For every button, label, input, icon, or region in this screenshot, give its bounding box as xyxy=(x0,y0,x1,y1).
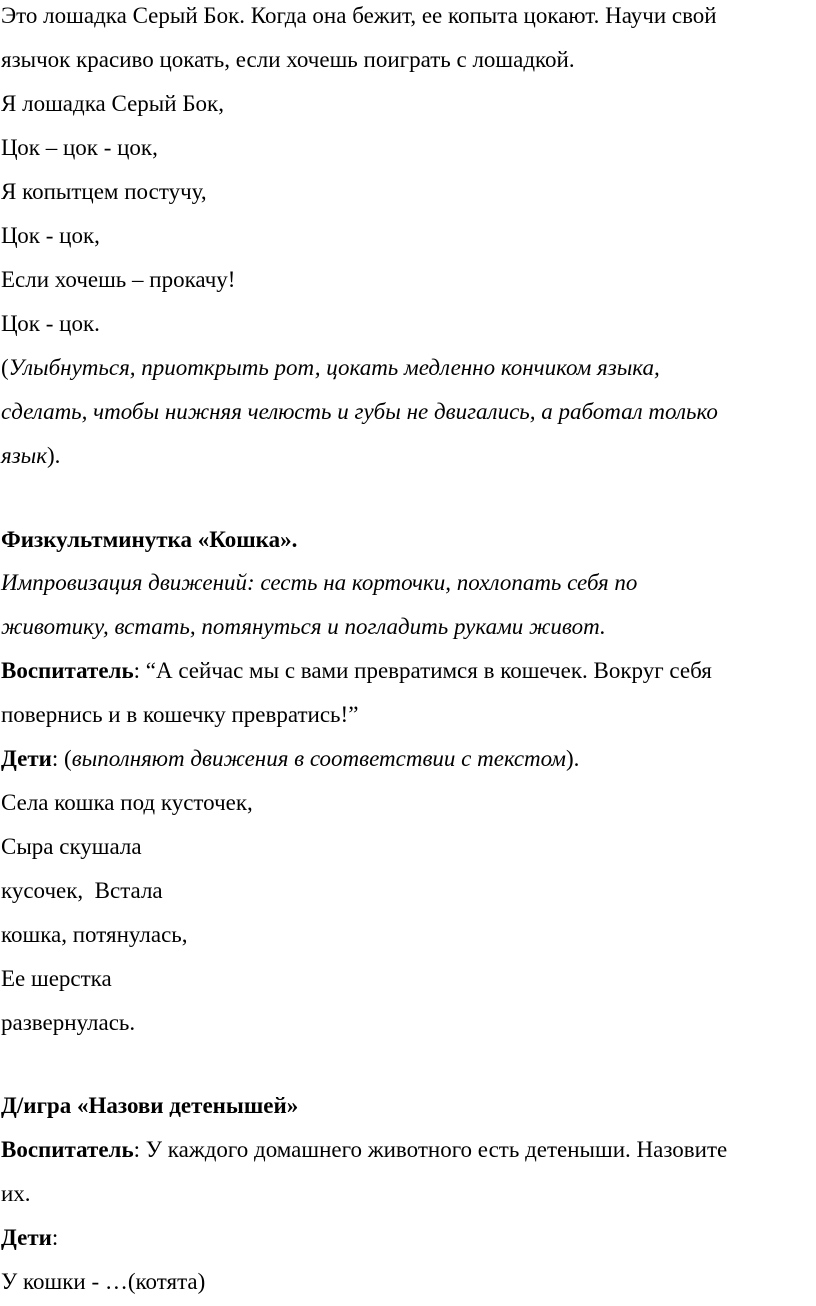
baby-game-teacher-line-2: их. xyxy=(1,1181,31,1206)
cat-improv-line-1: Импровизация движений: сесть на корточки, похлопать себя по xyxy=(1,570,638,595)
baby-game-children-sep: : xyxy=(51,1225,59,1250)
horse-instruction-open-paren: ( xyxy=(1,355,9,380)
cat-teacher-label: Воспитатель xyxy=(1,658,134,683)
cat-poem-line-6: развернулась. xyxy=(1,1010,136,1035)
baby-game-heading: Д/игра «Назови детенышей» xyxy=(1,1093,299,1118)
horse-poem-line-6: Цок - цок. xyxy=(1,311,100,336)
horse-instruction-line-3 xyxy=(1,443,60,469)
cat-poem-line-4: кошка, потянулась, xyxy=(1,922,188,947)
cat-children-close: ). xyxy=(565,746,580,771)
cat-teacher-sep: : xyxy=(133,658,140,683)
horse-intro-line-2: язычок красиво цокать, если хочешь поиграть с лошадкой. xyxy=(1,47,575,72)
baby-game-children-line xyxy=(1,1225,58,1251)
horse-poem-line-5: Если хочешь – прокачу! xyxy=(1,267,236,292)
horse-poem-line-1: Я лошадка Серый Бок, xyxy=(1,91,224,116)
horse-poem-line-3: Я копытцем постучу, xyxy=(1,179,207,204)
cat-poem-line-2: Сыра скушала xyxy=(1,834,142,859)
cat-teacher-line-1 xyxy=(1,658,712,684)
baby-game-answer-1: У кошки - …(котята) xyxy=(1,1269,206,1294)
baby-game-children-label: Дети xyxy=(1,1225,52,1250)
cat-poem-line-3: кусочек, Встала xyxy=(1,878,163,903)
baby-game-teacher-label: Воспитатель xyxy=(1,1137,134,1162)
cat-children-line xyxy=(1,746,579,772)
horse-poem-line-2: Цок – цок - цок, xyxy=(1,135,158,160)
cat-poem-line-5: Ее шерстка xyxy=(1,966,112,991)
horse-instruction-text-3: язык xyxy=(1,443,47,468)
horse-instruction-line-2: сделать, чтобы нижняя челюсть и губы не двигались, а работал только xyxy=(1,399,718,424)
horse-instruction-line-1 xyxy=(1,355,660,381)
horse-intro-line-1: Это лошадка Серый Бок. Когда она бежит, ее копыта цокают. Научи свой xyxy=(1,3,717,28)
cat-teacher-line-2: повернись и в кошечку превратись!” xyxy=(1,702,359,727)
horse-instruction-text-1: Улыбнуться, приоткрыть рот, цокать медленно кончиком языка, xyxy=(8,355,660,380)
cat-exercise-heading: Физкультминутка «Кошка». xyxy=(1,527,298,552)
baby-game-teacher-line-1 xyxy=(1,1137,727,1163)
cat-children-sep: : ( xyxy=(51,746,72,771)
cat-children-label: Дети xyxy=(1,746,52,771)
horse-instruction-close-paren: ). xyxy=(47,443,61,468)
cat-teacher-text-1: “А сейчас мы с вами превратимся в кошечек. Вокруг себя xyxy=(140,658,712,683)
baby-game-teacher-text-1: : У каждого домашнего животного есть детеныши. Назовите xyxy=(133,1137,728,1162)
cat-children-action: выполняют движения в соответствии с текстом xyxy=(71,746,566,771)
horse-poem-line-4: Цок - цок, xyxy=(1,223,100,248)
cat-improv-line-2: животику, встать, потянуться и погладить руками живот. xyxy=(1,614,606,639)
cat-poem-line-1: Села кошка под кусточек, xyxy=(1,790,253,815)
